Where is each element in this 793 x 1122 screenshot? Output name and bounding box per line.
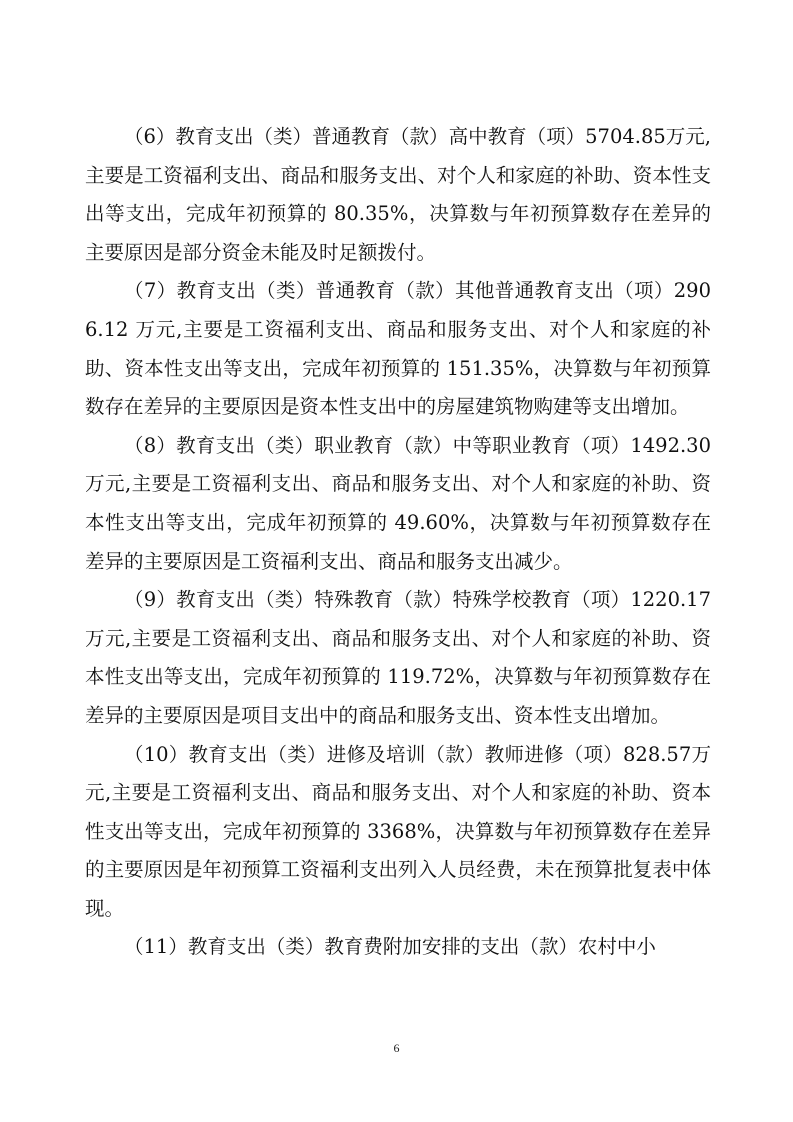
paragraph-8: （8）教育支出（类）职业教育（款）中等职业教育（项）1492.30万元,主要是工资福利支出、商品和服务支出、对个人和家庭的补助、资本性支出等支出，完成年初预算的 49.60%，决算数与年初预算数存在差异的主要原因是工资福利支出、商品和服务支出减少。 [85,433,711,573]
body-text [85,118,711,967]
paragraph-7: （7）教育支出（类）普通教育（款）其他普通教育支出（项）2906.12 万元,主要是工资福利支出、商品和服务支出、对个人和家庭的补助、资本性支出等支出，完成年初预算的 151.35%，决算数与年初预算数存在差异的主要原因是资本性支出中的房屋建筑物购建等支出增加。 [85,279,711,419]
paragraph-6: （6）教育支出（类）普通教育（款）高中教育（项）5704.85万元,主要是工资福利支出、商品和服务支出、对个人和家庭的补助、资本性支出等支出，完成年初预算的 80.35%，决算数与年初预算数存在差异的主要原因是部分资金未能及时足额拨付。 [85,125,711,264]
page-number: 6 [393,1041,400,1055]
paragraph-10: （10）教育支出（类）进修及培训（款）教师进修（项）828.57万元,主要是工资福利支出、商品和服务支出、对个人和家庭的补助、资本性支出等支出，完成年初预算的 3368%，决算数与年初预算数存在差异的主要原因是年初预算工资福利支出列入人员经费，未在预算批复表中体现。 [85,742,711,920]
paragraph-9: （9）教育支出（类）特殊教育（款）特殊学校教育（项）1220.17万元,主要是工资福利支出、商品和服务支出、对个人和家庭的补助、资本性支出等支出，完成年初预算的 119.72%，决算数与年初预算数存在差异的主要原因是项目支出中的商品和服务支出、资本性支出增加。 [85,588,711,727]
paragraph-11: （11）教育支出（类）教育费附加安排的支出（款）农村中小 [124,935,656,959]
